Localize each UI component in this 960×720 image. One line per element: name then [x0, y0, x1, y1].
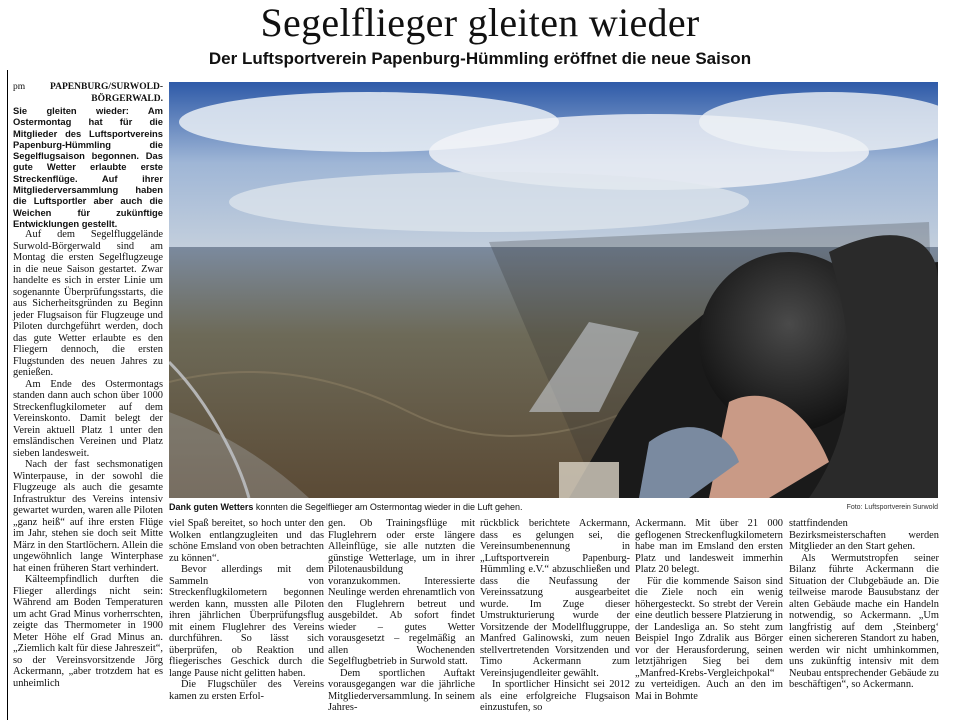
body-column-6: [789, 518, 939, 691]
intro-text: Am Ostermontag hat für die Mitglieder des Luftsportvereins Papenburg-Hümmling die Segelflugsaison begonnen. Das gute Wetter erlaubte erste Streckenflüge. Auf ihrer Mitgliederversammlung haben die Luftsportler aber auch die Weichen für zukünftige Entwicklungen gestellt.: [13, 105, 163, 229]
body-column-5: [635, 518, 783, 702]
author-initials: pm: [13, 82, 26, 92]
body-column-3: [328, 518, 475, 714]
paragraph: Die Flugschüler des Vereins kamen zu ersten Erfol-: [169, 679, 324, 702]
intro-lead: Sie gleiten wieder:: [13, 105, 129, 116]
paragraph: Kälteempfindlich durften die Flieger allerdings nicht sein: Während am Boden Temperaturen um acht Grad Minus vorherrschten, zeigte das Thermometer in 1900 Meter Höhe elf Grad Minus an. „Ziemlich kalt für diese Jahreszeit“, so der Vereinsvorsitzende Jörg Ackermann, „aber trotzdem hat es unheimlich: [13, 574, 163, 689]
caption-text: konnten die Segelflieger am Ostermontag wieder in die Luft gehen.: [253, 502, 523, 512]
paragraph: Ackermann. Mit über 21 000 geflogenen Streckenflugkilometern habe man im Emsland den ersten Platz und landesweit immerhin Platz 20 belegt.: [635, 518, 783, 575]
paragraph: Auf dem Segelfluggelände Surwold-Börgerwald sind am Montag die ersten Segelflugzeuge in die neue Saison gestartet. Zwar handelte es sich in erster Linie um sogenannte Überprüfungsstarts, die aus Sicherheitsgründen zu Beginn jeder Flugsaison für Flugzeuge und Piloten durchgeführt werden, doch das gute Wetter erlaubte es den Fliegern dennoch, die ersten Flugstunden des neuen Jahres zu genießen.: [13, 229, 163, 379]
paragraph: Als Wermutstropfen seiner Bilanz führte Ackermann die Situation der Clubgebäude an. Die teilweise marode Bausubstanz der alten Gebäude mache ein Handeln notwendig, so Ackermann. „Um langfristig auf dem ‚Steinberg‘ einen sichereren Standort zu haben, werden wir nicht umhinkommen, uns zukünftig intensiv mit dem Neubau entsprechender Gebäude zu beschäftigen“, so Ackermann.: [789, 552, 939, 690]
photo-caption: [169, 502, 789, 513]
column-rule: [7, 70, 8, 720]
article-intro: [13, 105, 163, 229]
paragraph: rückblick berichtete Ackermann, dass es gelungen sei, die Vereinsumbenennung in „Luftsportverein Papenburg-Hümmling e.V.“ abzuschließen und dass die Neufassung der Vereinssatzung ausgearbeitet wurde. Im Zuge dieser Umstrukturierung wurde der Vorsitzende der Modellfluggruppe, Manfred Galinowski, zum neuen stellvertretenden Vorsitzenden und Timo Ackermann zum Vereinsjugendleiter gewählt.: [480, 518, 630, 679]
body-column-1: [13, 229, 163, 689]
paragraph: gen. Ob Trainingsflüge mit Fluglehrern oder erste längere Alleinflüge, sie alle nutzten die günstige Wetterlage, um in ihrer Pilotenausbildung voranzukommen. Interessierte Neulinge werden ehrenamtlich von den Fluglehrern betreut und ausgebildet. Ab sofort findet wieder – gutes Wetter vorausgesetzt – regelmäßig an allen Wochenenden Segelflugbetrieb in Surwold statt.: [328, 518, 475, 667]
photo-illustration: [169, 82, 938, 498]
paragraph: viel Spaß bereitet, so hoch unter den Wolken entlangzugleiten und das schöne Emsland von oben betrachten zu können“.: [169, 518, 324, 564]
paragraph: Dem sportlichen Auftakt vorausgegangen war die jährliche Mitgliederversammlung. In seinem Jahres-: [328, 667, 475, 713]
body-column-4: [480, 518, 630, 714]
glider-cockpit-photo: [169, 82, 938, 498]
paragraph: Am Ende des Ostermontags standen dann auch schon über 1000 Streckenflugkilometer auf dem Vereinskonto. Damit belegt der Verein aktuell Platz 1 unter den emsländischen Vereinen und Platz sieben landesweit.: [13, 378, 163, 459]
lead-column: [13, 82, 163, 689]
paragraph: stattfindenden Bezirksmeisterschaften werden Mitglieder an den Start gehen.: [789, 518, 939, 552]
paragraph: Bevor allerdings mit dem Sammeln von Streckenflugkilometern begonnen werden kann, mussten alle Piloten ihren jährlichen Überprüfungsflug mit einem Fluglehrer des Vereins durchführen. So lässt sich überprüfen, ob Reaktion und fliegerisches Geschick durch die lange Pause nicht gelitten haben.: [169, 564, 324, 679]
paragraph: In sportlicher Hinsicht sei 2012 als eine erfolgreiche Flugsaison einzustufen, so: [480, 679, 630, 713]
photo-credit: Foto: Luftsportverein Surwold: [846, 504, 938, 511]
dateline: [13, 82, 163, 105]
dateline-place: PAPENBURG/SURWOLD-BÖRGERWALD.: [50, 82, 163, 104]
paragraph: Nach der fast sechsmonatigen Winterpause, in der sowohl die Flugzeuge als auch die gesamte Infrastruktur des Vereins intensiv gewartet wurden, waren alle Piloten „ganz heiß“ auf ihre ersten Flüge im Jahr, stehen sie doch seit Mitte März in den Startlöchern. Allein die ungewöhnlich lange Winterphase hat einen früheren Start verhindert.: [13, 459, 163, 574]
paragraph: Für die kommende Saison sind die Ziele noch ein wenig höhergesteckt. So strebt der Verein eine deutlich bessere Platzierung in der Landesliga an. So steht zum Beispiel Ingo Zdralik aus Börger vor der Herausforderung, seinen letztjährigen Sieg bei dem „Manfred-Krebs-Vergleichpokal“ zu verteidigen. Auch an den im Mai in Bohmte: [635, 575, 783, 702]
headline: Segelflieger gleiten wieder: [260, 0, 700, 45]
caption-lead: Dank guten Wetters: [169, 502, 254, 512]
body-column-2: [169, 518, 324, 702]
subheadline: Der Luftsportverein Papenburg-Hümmling eröffnet die neue Saison: [208, 49, 752, 68]
